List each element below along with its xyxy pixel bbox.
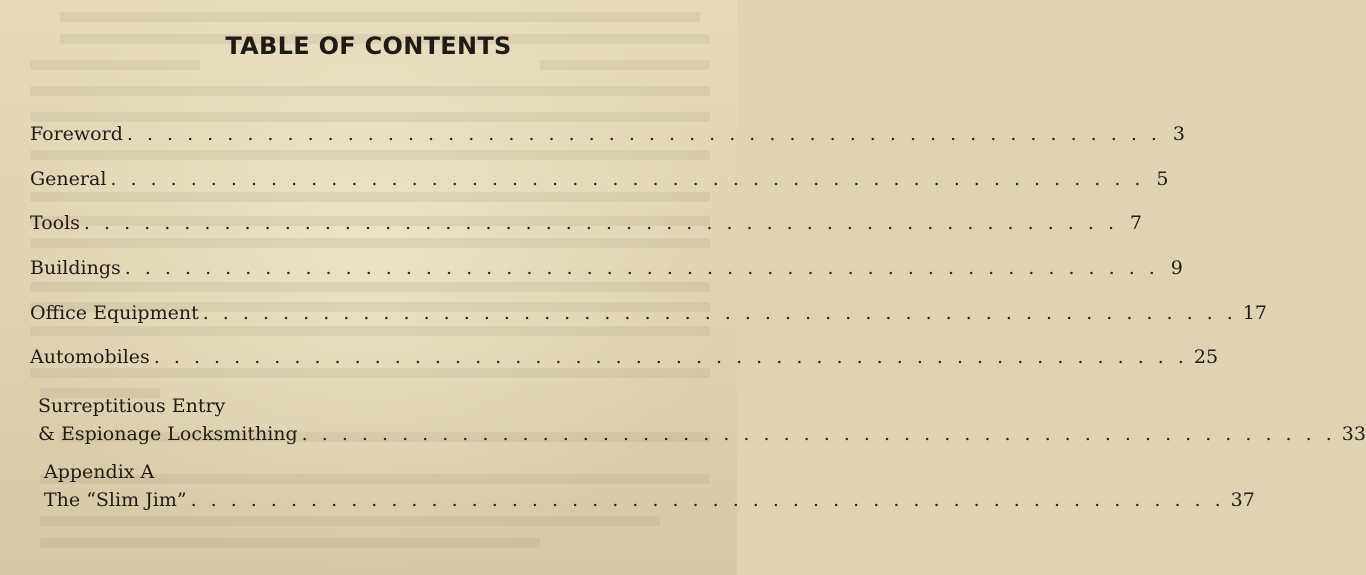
toc-page-number: 33: [1341, 423, 1366, 445]
toc-entry-label: Automobiles: [30, 346, 150, 368]
toc-entry: [30, 165, 1169, 193]
dot-leader: . . . . . . . . . . . . . . . . . . . . . . . . . . . . . . . . . . . . . . . . . . . . . . . . . . . .: [301, 423, 1336, 445]
toc-entry: [30, 209, 1142, 237]
page-title: TABLE OF CONTENTS: [225, 32, 512, 60]
dot-leader: . . . . . . . . . . . . . . . . . . . . . . . . . . . . . . . . . . . . . . . . . . . . . . . . . . . .: [153, 346, 1188, 368]
toc-page-number: 3: [1172, 123, 1185, 145]
toc-entry-label: General: [30, 168, 107, 190]
dot-leader: . . . . . . . . . . . . . . . . . . . . . . . . . . . . . . . . . . . . . . . . . . . . . . . . . . . .: [124, 257, 1159, 279]
dot-leader: . . . . . . . . . . . . . . . . . . . . . . . . . . . . . . . . . . . . . . . . . . . . . . . . . . . .: [83, 212, 1118, 234]
toc-entry-label-line1: Surreptitious Entry: [38, 395, 226, 417]
toc-entry-label-line1: Appendix A: [44, 461, 155, 483]
toc-entry-label: Tools: [30, 212, 80, 234]
toc-page-number: 7: [1129, 212, 1142, 234]
toc-entry-label-line2: & Espionage Locksmithing: [38, 423, 298, 445]
toc-entry: [38, 392, 1366, 448]
toc-entry: [30, 299, 1267, 327]
toc-page-number: 9: [1170, 257, 1183, 279]
toc-page-number: 25: [1193, 346, 1219, 368]
toc-page-number: 5: [1156, 168, 1169, 190]
toc-entry-label: Office Equipment: [30, 302, 199, 324]
toc-entry-label-line2: The “Slim Jim”: [44, 489, 187, 511]
toc-entry: [30, 254, 1183, 282]
toc-page-number: 37: [1230, 489, 1255, 511]
dot-leader: . . . . . . . . . . . . . . . . . . . . . . . . . . . . . . . . . . . . . . . . . . . . . . . . . . . .: [190, 489, 1225, 511]
toc-entry-label: Buildings: [30, 257, 121, 279]
dot-leader: . . . . . . . . . . . . . . . . . . . . . . . . . . . . . . . . . . . . . . . . . . . . . . . . . . . .: [110, 168, 1145, 190]
toc-entry-label: Foreword: [30, 123, 123, 145]
dot-leader: . . . . . . . . . . . . . . . . . . . . . . . . . . . . . . . . . . . . . . . . . . . . . . . . . . . .: [126, 123, 1161, 145]
toc-page-number: 17: [1242, 302, 1267, 324]
toc-entry: [44, 458, 1255, 514]
dot-leader: . . . . . . . . . . . . . . . . . . . . . . . . . . . . . . . . . . . . . . . . . . . . . . . . . . . .: [202, 302, 1237, 324]
toc-entry: [30, 343, 1219, 371]
toc-entry: [30, 120, 1185, 148]
